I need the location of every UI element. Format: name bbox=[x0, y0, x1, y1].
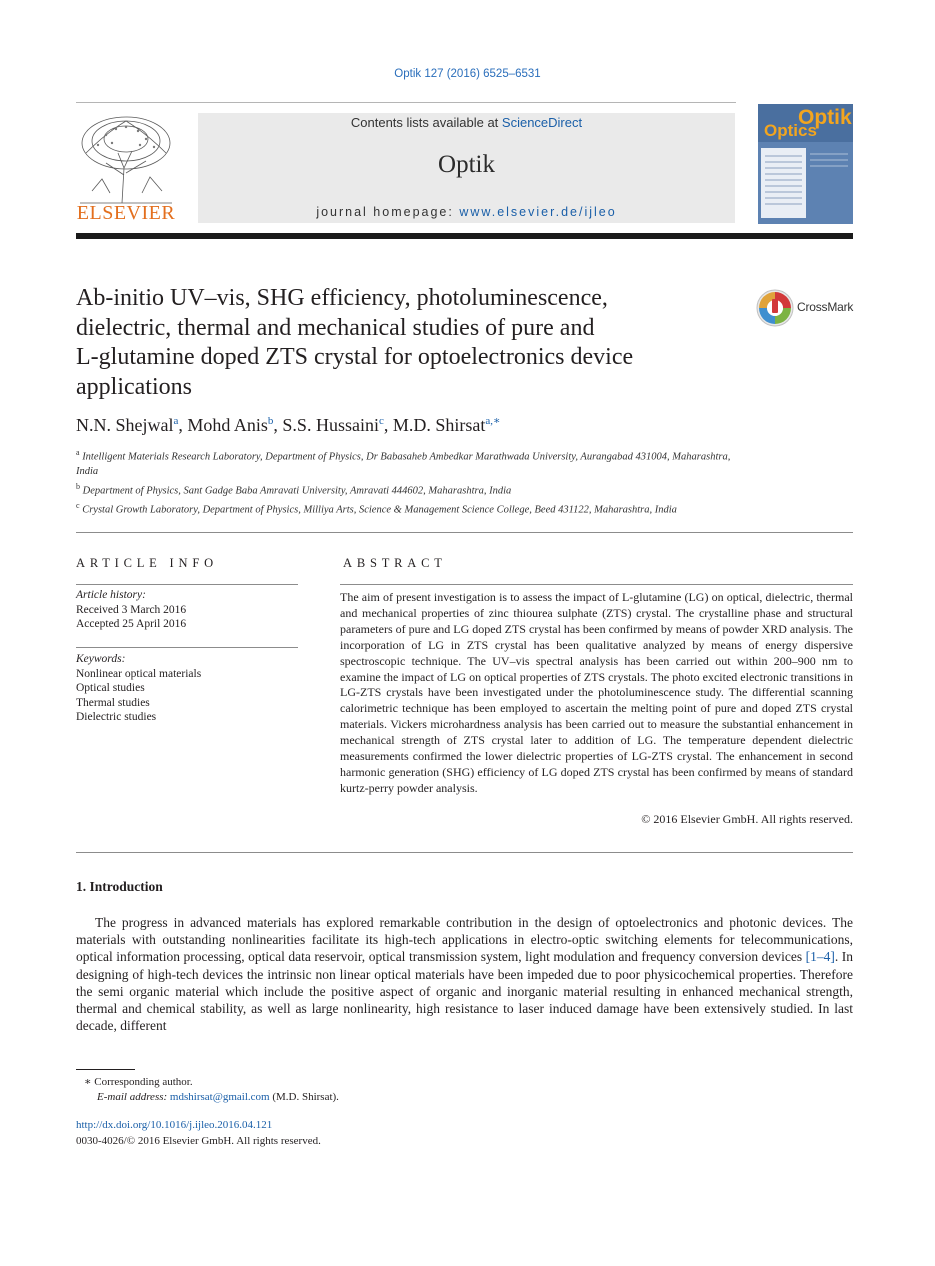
abstract-rule bbox=[340, 584, 853, 585]
keyword-item: Nonlinear optical materials bbox=[76, 667, 202, 680]
intro-text-part: . In designing of high-tech devices the intrinsic non linear optical materials have been impeded due to poor physicochemical properties. Therefore the semi organic material which include the positive aspect of organic and inorganic material resulting in enhanced mechanical strength, thermal and chemical stability, as well as large nonlinearity, high resistance to laser induced damage have been extensively studied. In last decade, different bbox=[76, 949, 853, 1034]
keyword-item: Optical studies bbox=[76, 682, 145, 694]
journal-cover-thumbnail[interactable] bbox=[758, 104, 853, 224]
header-thick-rule bbox=[76, 233, 853, 239]
email-link[interactable]: mdshirsat@gmail.com bbox=[169, 1090, 270, 1103]
header-rule bbox=[76, 102, 736, 103]
homepage-prefix: journal homepage: bbox=[316, 205, 460, 219]
affiliation-text: Intelligent Materials Research Laboratory, Department of Physics, Dr Babasaheb Ambedkar Marathwada University, Aurangabad 431004, Maharashtra, India bbox=[76, 451, 731, 477]
journal-citation[interactable] bbox=[0, 68, 935, 80]
affiliation-text: Department of Physics, Sant Gadge Baba Amravati University, Amravati 444602, Maharashtra, India bbox=[82, 485, 512, 496]
corresponding-author-note: ∗ Corresponding author. bbox=[84, 1076, 193, 1088]
crossmark-icon bbox=[756, 289, 794, 327]
elsevier-wordmark: ELSEVIER bbox=[76, 202, 176, 224]
author-name[interactable]: N.N. Shejwal bbox=[76, 415, 174, 435]
keyword-item: Thermal studies bbox=[76, 696, 150, 709]
affiliation-item bbox=[76, 446, 736, 480]
affiliation-marker: b bbox=[76, 481, 80, 491]
author-affiliation-marker[interactable]: c bbox=[378, 415, 384, 427]
article-history bbox=[76, 588, 298, 632]
affiliation-item bbox=[76, 480, 736, 499]
author-name[interactable]: M.D. Shirsat bbox=[392, 415, 486, 435]
author-affiliation-marker[interactable]: a,∗ bbox=[485, 415, 501, 427]
crossmark-label: CrossMark bbox=[797, 300, 854, 314]
email-line bbox=[84, 1090, 584, 1105]
journal-title: Optik bbox=[438, 151, 495, 178]
received-date: Received 3 March 2016 bbox=[76, 603, 187, 616]
author-affiliation-marker[interactable]: b bbox=[267, 415, 274, 427]
intro-text-part: The progress in advanced materials has explored remarkable contribution in the design of optoelectronics and photonic devices. The materials with outstanding nonlinearities facilitate its high-tech applications in electro-optic switching elements for telecommunications, optical information processing, optical data reservoir, optical transmission system, light modulation and frequency conversion devices bbox=[76, 915, 853, 965]
corresponding-footnote bbox=[84, 1075, 584, 1104]
footnote-rule bbox=[76, 1069, 135, 1070]
accepted-date: Accepted 25 April 2016 bbox=[76, 618, 187, 630]
issn-line: 0030-4026/© 2016 Elsevier GmbH. All rights reserved. bbox=[76, 1135, 321, 1147]
reference-link[interactable]: [1–4] bbox=[805, 949, 835, 965]
doi-link[interactable]: http://dx.doi.org/10.1016/j.ijleo.2016.04.121 bbox=[76, 1119, 273, 1131]
section-rule bbox=[76, 532, 853, 533]
author-list bbox=[76, 414, 856, 436]
affiliation-item bbox=[76, 499, 736, 518]
doi-link-line bbox=[76, 1119, 272, 1131]
abstract-text: The aim of present investigation is to assess the impact of L-glutamine (LG) on optical, dielectric, thermal and mechanical properties of zinc thiourea sulphate (ZTS) crystal. The crystalline phase and structural parameters of pure and LG doped ZTS crystal has been confirmed by means of powder XRD analysis. The incorporation of LG in ZTS crystal has been qualitative analyzed by means of energy dispersive spectroscopic technique. The UV–vis spectral analysis has been carried out within 200–900 nm to examine the impact of LG on optical properties of ZTS crystals. The photo excited electronic transitions in LG-ZTS crystals have been investigated under the photoluminescence study. The differential scanning calorimetric technique has been employed to ascertain the melting point of pure and doped ZTS crystal materials. Vickers microhardness analysis has been carried out to measure the substantial enhancement in mechanical strength of ZTS crystal later to addition of LG. The temperature dependent dielectric measurements confirmed the lower dielectric properties of LG-ZTS crystal. The enhancement in second harmonic generation (SHG) efficiency of LG doped ZTS crystal has been confirmed by means of standard kurtz-perry powder analysis. bbox=[340, 590, 853, 795]
history-label: Article history: bbox=[76, 589, 146, 601]
keyword-item: Dielectric studies bbox=[76, 711, 157, 723]
title-line: Ab-initio UV–vis, SHG efficiency, photoluminescence, bbox=[76, 285, 608, 311]
author-separator: , bbox=[273, 415, 283, 435]
info-rule bbox=[76, 647, 298, 648]
title-line: applications bbox=[76, 373, 192, 400]
journal-homepage-link[interactable]: www.elsevier.de/ijleo bbox=[459, 205, 617, 219]
introduction-heading: 1. Introduction bbox=[76, 879, 163, 894]
section-rule bbox=[76, 852, 853, 853]
elsevier-logo[interactable] bbox=[76, 113, 176, 225]
sciencedirect-link[interactable]: ScienceDirect bbox=[501, 115, 583, 130]
affiliation-marker: a bbox=[76, 448, 80, 457]
contents-available-line bbox=[198, 115, 735, 130]
author-name[interactable]: Mohd Anis bbox=[187, 415, 268, 435]
contents-prefix: Contents lists available at bbox=[350, 115, 502, 130]
citation-link[interactable]: Optik 127 (2016) 6525–6531 bbox=[394, 68, 541, 80]
journal-homepage-line bbox=[198, 205, 735, 219]
author-name[interactable]: S.S. Hussaini bbox=[282, 415, 379, 435]
keywords-label: Keywords: bbox=[76, 653, 126, 665]
author-separator: , bbox=[383, 415, 393, 435]
info-rule bbox=[76, 584, 298, 585]
affiliation-marker: c bbox=[76, 500, 80, 510]
crossmark-badge[interactable] bbox=[756, 289, 856, 329]
cover-title-optics: Optics bbox=[764, 121, 817, 140]
article-info-heading: ARTICLE INFO bbox=[76, 556, 218, 570]
affiliations bbox=[76, 446, 736, 518]
title-line: L-glutamine doped ZTS crystal for optoelectronics device bbox=[76, 344, 634, 370]
author-separator: , bbox=[178, 415, 188, 435]
email-label: E-mail address: bbox=[97, 1090, 170, 1103]
title-line: dielectric, thermal and mechanical studies of pure and bbox=[76, 314, 595, 341]
introduction-paragraph bbox=[76, 914, 853, 1034]
abstract-copyright: © 2016 Elsevier GmbH. All rights reserved. bbox=[641, 812, 853, 826]
cover-title-optik: Optik bbox=[798, 106, 852, 129]
elsevier-tree-icon bbox=[76, 113, 176, 205]
author-affiliation-marker[interactable]: a bbox=[173, 415, 179, 427]
article-title bbox=[76, 284, 736, 402]
journal-masthead bbox=[198, 113, 735, 223]
keywords bbox=[76, 652, 298, 725]
affiliation-text: Crystal Growth Laboratory, Department of Physics, Milliya Arts, Science & Management Science College, Beed 431122, Maharashtra, India bbox=[82, 504, 677, 515]
abstract-heading: ABSTRACT bbox=[343, 556, 447, 570]
email-suffix: (M.D. Shirsat). bbox=[269, 1090, 339, 1103]
